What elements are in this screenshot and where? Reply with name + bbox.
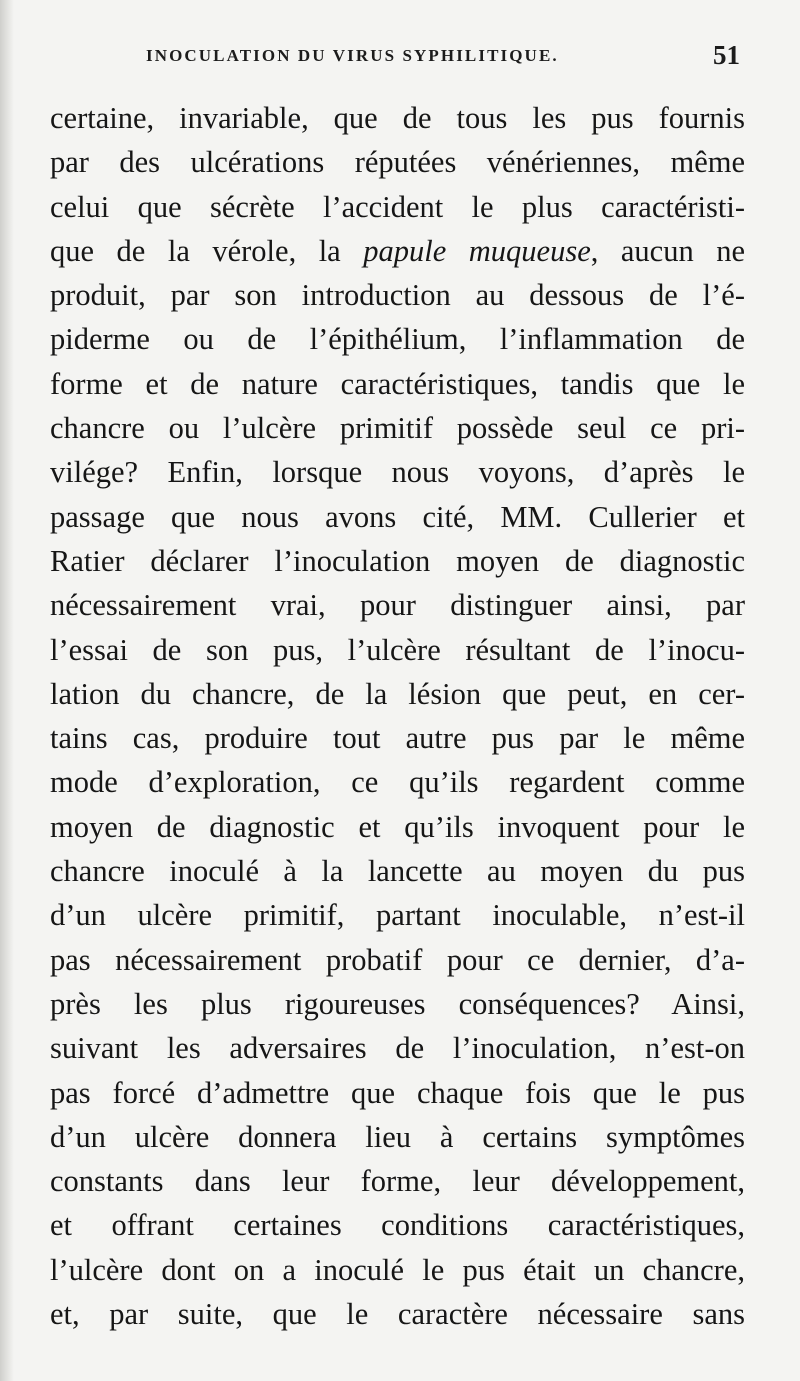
text-line: produit, par son introduction au dessous de l’é- — [50, 278, 745, 313]
text-line: forme et de nature caractéristiques, tandis que le — [50, 366, 745, 401]
page-edge-shadow — [0, 0, 14, 1381]
text-line: chancre ou l’ulcère primitif possède seul ce pri- — [50, 411, 745, 446]
running-head — [140, 40, 740, 72]
text-line: Ratier déclarer l’inoculation moyen de diagnostic — [50, 543, 745, 578]
text-line: par des ulcérations réputées vénériennes, même — [50, 145, 745, 180]
text-line: l’ulcère dont on a inoculé le pus était un chancre, — [50, 1252, 745, 1287]
text-line: constants dans leur forme, leur développement, — [50, 1164, 745, 1199]
text-line: d’un ulcère primitif, partant inoculable, n’est-il — [50, 898, 745, 933]
text-line: et offrant certaines conditions caractéristiques, — [50, 1208, 745, 1243]
text-line: certaine, invariable, que de tous les pus fournis — [50, 101, 745, 135]
text-line: tains cas, produire tout autre pus par le même — [50, 721, 745, 756]
text-line: moyen de diagnostic et qu’ils invoquent pour le — [50, 809, 745, 844]
text-segment: , aucun ne — [590, 233, 745, 268]
text-line: mode d’exploration, ce qu’ils regardent comme — [50, 765, 745, 800]
text-line: celui que sécrète l’accident le plus caractéristi- — [50, 189, 745, 224]
running-head-title: INOCULATION DU VIRUS SYPHILITIQUE. — [146, 46, 559, 65]
text-line: piderme ou de l’épithélium, l’inflammation de — [50, 322, 745, 357]
text-line: nécessairement vrai, pour distinguer ainsi, par — [50, 588, 745, 623]
text-segment: que de la vérole, la — [50, 233, 364, 268]
text-line: chancre inoculé à la lancette au moyen du pus — [50, 854, 745, 889]
body-text — [50, 96, 745, 1336]
text-line: près les plus rigoureuses conséquences? Ainsi, — [50, 986, 745, 1021]
text-line: passage que nous avons cité, MM. Cullerier et — [50, 499, 745, 534]
text-line: l’essai de son pus, l’ulcère résultant de l’inocu- — [50, 632, 745, 667]
text-line: pas forcé d’admettre que chaque fois que le pus — [50, 1075, 745, 1110]
page-number: 51 — [713, 40, 740, 70]
text-line: et, par suite, que le caractère nécessaire sans — [50, 1297, 745, 1332]
text-line: pas nécessairement probatif pour ce dernier, d’a- — [50, 942, 745, 977]
text-line: lation du chancre, de la lésion que peut, en cer- — [50, 676, 745, 711]
text-line-with-italic — [50, 229, 745, 273]
text-line: d’un ulcère donnera lieu à certains symptômes — [50, 1119, 745, 1154]
text-line: suivant les adversaires de l’inoculation, n’est-on — [50, 1031, 745, 1066]
text-line: vilége? Enfin, lorsque nous voyons, d’après le — [50, 455, 745, 490]
italic-term: papule muqueuse — [363, 233, 591, 268]
